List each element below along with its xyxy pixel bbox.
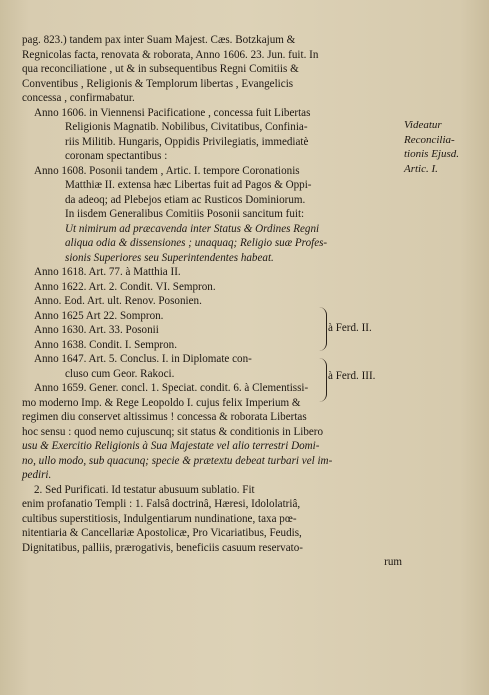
text-line: Anno 1647. Art. 5. Conclus. I. in Diplomate con-: [34, 353, 252, 365]
text-line: Anno 1606. in Viennensi Pacificatione , concessa fuit Libertas: [34, 106, 311, 119]
margin-note-line: Artic. I.: [404, 162, 438, 175]
text-line: Anno 1659. Gener. concl. 1. Speciat. condit. 6. à Clementissi-: [34, 382, 309, 394]
text-line: rum: [384, 556, 402, 568]
text-line: Anno 1630. Art. 33. Posonii: [34, 324, 159, 336]
text-line: Conventibus , Religionis & Templorum libertas , Evangelicis: [22, 77, 294, 90]
brace-ferd-iii: [316, 358, 327, 402]
text-line: hoc sensu : quod nemo cujuscunq; sit status & conditionis in Libero: [22, 425, 324, 438]
text-line: qua reconciliatione , ut & in subsequentibus Regni Comitiis &: [22, 63, 299, 75]
margin-note: [404, 118, 484, 176]
text-line: Anno 1618. Art. 77. à Matthia II.: [34, 266, 181, 278]
text-line: Anno 1622. Art. 2. Condit. VI. Sempron.: [34, 280, 216, 293]
text-line: enim profanatio Templi : 1. Falsâ doctrinâ, Hæresi, Idololatriâ,: [22, 498, 301, 510]
text-line: cluso cum Geor. Rakoci.: [65, 367, 175, 380]
text-line: concessa , confirmabatur.: [22, 92, 135, 104]
brace-label-ferd-ii: à Ferd. II.: [328, 322, 372, 334]
text-line: Regnicolas facta, renovata & roborata, Anno 1606. 23. Jun. fuit. In: [22, 48, 319, 61]
text-line: Anno 1625 Art 22. Sompron.: [34, 309, 164, 322]
page-body-text: [22, 33, 402, 570]
margin-note-line: tionis Ejusd.: [404, 148, 460, 160]
text-line: pag. 823.) tandem pax inter Suam Majest. Cæs. Botzkajum &: [22, 34, 296, 46]
text-line: Anno. Eod. Art. ult. Renov. Posonien.: [34, 295, 202, 307]
margin-note-line: Reconcilia-: [404, 133, 455, 146]
text-line: 2. Sed Purificati. Id testatur abusuum sublatio. Fit: [34, 483, 255, 496]
text-line: usu & Exercitio Religionis à Sua Majestate vel alio terrestri Domi-: [22, 440, 320, 452]
text-line: Matthiæ II. extensa hæc Libertas fuit ad Pagos & Oppi-: [65, 179, 312, 191]
text-line: mo moderno Imp. & Rege Leopoldo I. cujus felix Imperium &: [22, 396, 301, 409]
text-line: coronam spectantibus :: [65, 150, 168, 162]
text-line: Anno 1638. Condit. I. Sempron.: [34, 338, 177, 351]
text-line: Religionis Magnatib. Nobilibus, Civitatibus, Confinia-: [65, 121, 308, 133]
margin-note-line: Videatur: [404, 119, 442, 131]
text-line: Dignitatibus, palliis, prærogativis, beneficiis casuum reservato-: [22, 541, 303, 554]
text-line: nitentiaria & Cancellariæ Apostolicæ, Pro Vicariatibus, Feudis,: [22, 527, 302, 539]
text-line: In iisdem Generalibus Comitiis Posonii sancitum fuit:: [65, 208, 305, 220]
text-line: pediri.: [22, 469, 52, 481]
text-line: aliqua odia & dissensiones ; unaquaq; Religio suæ Profes-: [65, 237, 328, 249]
text-line: cultibus superstitiosis, Indulgentiarum nundinatione, taxa pœ-: [22, 512, 297, 525]
text-line: da adeoq; ad Plebejos etiam ac Rusticos Dominiorum.: [65, 193, 306, 206]
brace-ferd-ii: [316, 307, 327, 351]
text-line: sionis Superiores seu Superintendentes habeat.: [65, 251, 274, 264]
text-line: regimen diu conservet altissimus ! concessa & roborata Libertas: [22, 411, 307, 423]
text-line: riis Militib. Hungaris, Oppidis Privilegiatis, immediatè: [65, 135, 309, 148]
brace-label-ferd-iii: à Ferd. III.: [328, 370, 376, 382]
text-line: no, ullo modo, sub quacunq; specie & prætextu debeat turbari vel im-: [22, 454, 333, 467]
text-line: Anno 1608. Posonii tandem , Artic. I. tempore Coronationis: [34, 164, 300, 177]
text-line: Ut nimirum ad præcavenda inter Status & Ordines Regni: [65, 222, 320, 235]
